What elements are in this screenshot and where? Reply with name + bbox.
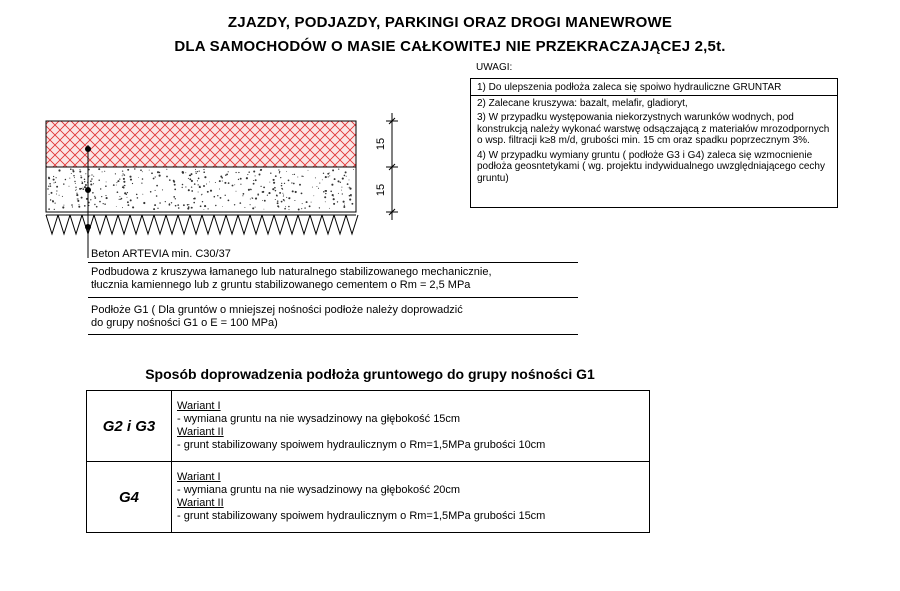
notes-heading: UWAGI: <box>476 62 513 73</box>
group-cell: G2 i G3 <box>87 391 172 462</box>
title-line-2: DLA SAMOCHODÓW O MASIE CAŁKOWITEJ NIE PRZEKRACZAJĄCEJ 2,5t. <box>174 38 726 55</box>
dimension-lines <box>386 113 398 220</box>
layer-label-subgrade: Podłoże G1 ( Dla gruntów o mniejszej nośności podłoże należy doprowadzić do grupy nośności G1 o E = 100 MPa) <box>91 304 463 329</box>
variant-text: - grunt stabilizowany spoiwem hydraulicznym o Rm=1,5MPa grubości 10cm <box>177 439 546 451</box>
variant-name: Wariant II <box>177 426 224 438</box>
variants-table <box>86 390 650 533</box>
layer-divider <box>88 334 578 335</box>
variant-text: - wymiana gruntu na nie wysadzinowy na głębokość 15cm <box>177 413 461 425</box>
soil-hatch <box>46 215 358 234</box>
table-row <box>87 391 650 462</box>
variant-name: Wariant I <box>177 400 221 412</box>
variant-name: Wariant I <box>177 471 221 483</box>
layer-label-concrete: Beton ARTEVIA min. C30/37 <box>91 248 231 260</box>
note-item: 3) W przypadku występowania niekorzystnych warunków wodnych, pod konstrukcją należy wykonać warstwę odsączającą z materiałów mrozodpornych o wsp. filtracji k≥8 m/d, grubości min. 15 cm oraz spadku poprzecznym 3%. <box>477 112 830 146</box>
layer-divider <box>88 297 578 298</box>
group-cell: G4 <box>87 462 172 533</box>
variants-cell <box>172 391 650 462</box>
variants-cell <box>172 462 650 533</box>
layer-divider <box>88 262 578 263</box>
variant-text: - grunt stabilizowany spoiwem hydraulicznym o Rm=1,5MPa grubości 15cm <box>177 510 546 522</box>
note-item: 1) Do ulepszenia podłoża zaleca się spoiwo hydrauliczne GRUNTAR <box>477 82 782 93</box>
base-layer <box>46 167 356 212</box>
table-row <box>87 462 650 533</box>
title-line-1: ZJAZDY, PODJAZDY, PARKINGI ORAZ DROGI MANEWROWE <box>227 14 673 31</box>
concrete-layer <box>46 121 356 167</box>
note-item: 2) Zalecane kruszywa: bazalt, melafir, gladioryt, <box>477 97 688 109</box>
note-item: 4) W przypadku wymiany gruntu ( podłoże G3 i G4) zaleca się wzmocnienie podłoża geosntetykami ( wg. projektu indywidualnego uwzględniającego cechy gruntu) <box>477 149 825 184</box>
layer-label-base: Podbudowa z kruszywa łamanego lub naturalnego stabilizowanego mechanicznie, tłucznia kamiennego lub z gruntu stabilizowanego cementem o Rm = 2,5 MPa <box>91 266 492 291</box>
variant-name: Wariant II <box>177 497 224 509</box>
dimension-label: 15 <box>375 183 387 197</box>
dimension-label: 15 <box>375 137 387 151</box>
variant-text: - wymiana gruntu na nie wysadzinowy na głębokość 20cm <box>177 484 461 496</box>
table-title: Sposób doprowadzenia podłoża gruntowego do grupy nośności G1 <box>145 366 595 382</box>
